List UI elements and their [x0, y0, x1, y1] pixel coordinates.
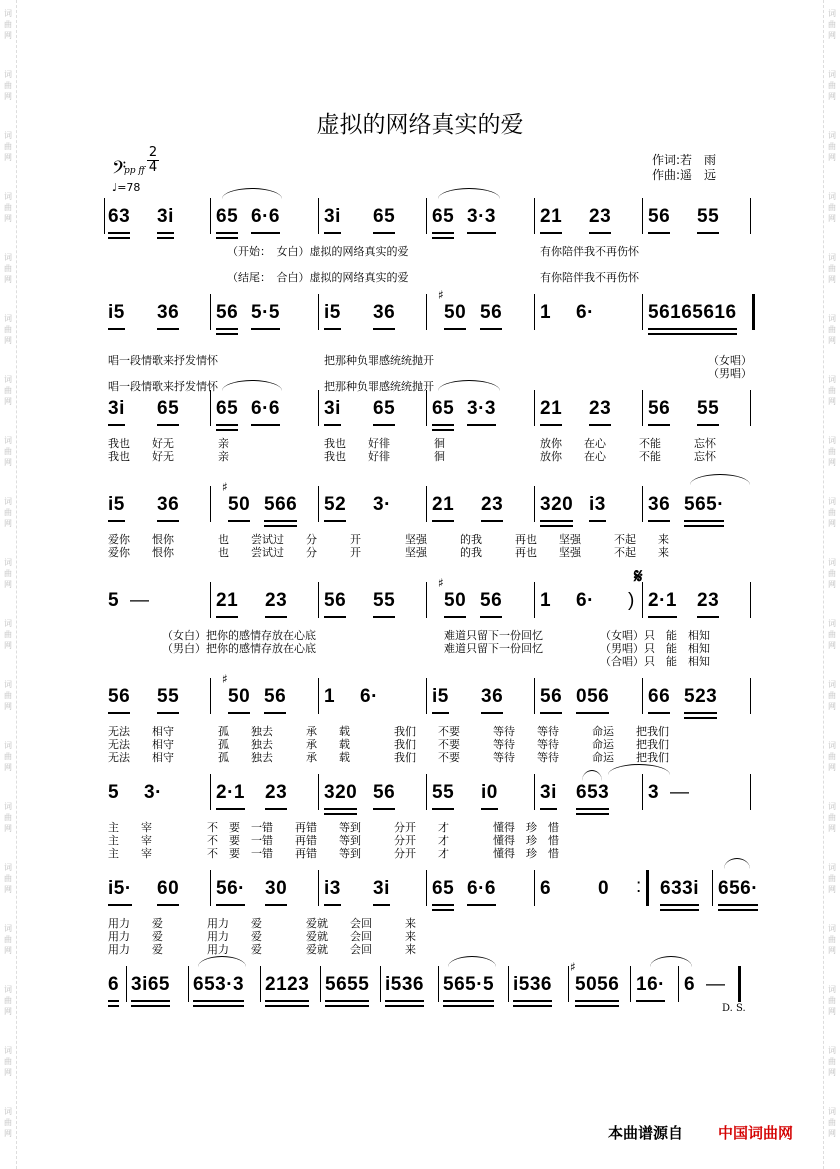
note: 66	[648, 686, 671, 707]
note: 6	[540, 878, 552, 899]
note: 3i	[373, 878, 390, 899]
note: 56	[373, 782, 396, 803]
lyric-line: 唱一段情歌来抒发情怀	[108, 380, 218, 393]
watermark-text: 词 曲 网	[828, 680, 836, 711]
song-title: 虚拟的网络真实的爱	[316, 112, 524, 138]
note: 36	[648, 494, 671, 515]
watermark-text: 词 曲 网	[828, 192, 836, 223]
note: 52	[324, 494, 347, 515]
sharp-icon: ♯	[438, 288, 444, 302]
watermark-text: 词 曲 网	[828, 375, 836, 406]
sharp-icon: ♯	[222, 672, 228, 686]
note: 653	[576, 782, 610, 803]
note: 56165616	[648, 302, 737, 323]
note: 056	[576, 686, 610, 707]
lyric-line: 爱你 恨你 也 尝试过 分 开 坚强 的我 再也 坚强 不起 来	[108, 546, 669, 559]
note: i5	[324, 302, 341, 323]
lyric-line: 用力 爱 用力 爱 爱就 会回 来	[108, 917, 416, 930]
note: 65	[373, 398, 396, 419]
note: i5	[108, 494, 125, 515]
note: 65	[157, 398, 180, 419]
note: 523	[684, 686, 718, 707]
lyric-line: （开始： 女白）虚拟的网络真实的爱	[227, 245, 409, 258]
note: 65	[216, 206, 239, 227]
note: 56	[480, 590, 503, 611]
note: 6·	[576, 590, 594, 611]
note: 55	[157, 686, 180, 707]
note: 56	[108, 686, 131, 707]
tempo: ♩=78	[112, 181, 141, 194]
watermark-text: 词 曲 网	[828, 9, 836, 40]
note: 55	[432, 782, 455, 803]
note: 56	[648, 398, 671, 419]
note: i0	[481, 782, 498, 803]
lyric-line: 放你 在心 不能 忘怀	[540, 450, 716, 463]
note: 6·6	[251, 206, 280, 227]
note: 23	[589, 206, 612, 227]
note: 55	[373, 590, 396, 611]
note: 5	[108, 590, 120, 611]
bass-clef-icon: 𝄢	[112, 158, 127, 183]
lyric-line: 无法 相守 孤 独去 承 载 我们 不要 等待 等待 命运 把我们	[108, 738, 669, 751]
watermark-text: 词 曲 网	[4, 619, 12, 650]
note: 23	[481, 494, 504, 515]
note: 3	[648, 782, 660, 803]
watermark-text: 词 曲 网	[828, 619, 836, 650]
note: 65	[373, 206, 396, 227]
part-label: （女唱）	[708, 354, 752, 367]
watermark-text: 词 曲 网	[4, 9, 12, 40]
watermark-text: 词 曲 网	[4, 1107, 12, 1138]
note: 56	[540, 686, 563, 707]
watermark-text: 词 曲 网	[828, 1107, 836, 1138]
lyric-line: 爱你 恨你 也 尝试过 分 开 坚强 的我 再也 坚强 不起 来	[108, 533, 669, 546]
sharp-icon: ♯	[222, 480, 228, 494]
note: 21	[216, 590, 239, 611]
ds-marking: D. S.	[722, 1003, 746, 1014]
watermark-text: 词 曲 网	[828, 558, 836, 589]
dash: —	[670, 782, 690, 803]
footer-site-link[interactable]: 中国词曲网	[718, 1124, 794, 1142]
watermark-text: 词 曲 网	[828, 1046, 836, 1077]
lyric-line: （结尾： 合白）虚拟的网络真实的爱	[227, 271, 409, 284]
lyric-line: 用力 爱 用力 爱 爱就 会回 来	[108, 943, 416, 956]
note: 56	[216, 302, 239, 323]
lyric-line: 主 宰 不 要 一错 再错 等到 分开 才 懂得 珍 惜	[108, 834, 559, 847]
note: 23	[589, 398, 612, 419]
dynamics: pp ff	[124, 166, 145, 176]
note: 3·3	[467, 398, 496, 419]
note: 3i65	[131, 974, 170, 995]
lyric-line: （男白）把你的感情存放在心底	[162, 642, 316, 655]
note: 5	[108, 782, 120, 803]
lyric-line: 无法 相守 孤 独去 承 载 我们 不要 等待 等待 命运 把我们	[108, 751, 669, 764]
watermark-text: 词 曲 网	[4, 680, 12, 711]
watermark-text: 词 曲 网	[4, 985, 12, 1016]
note: 5056	[575, 974, 620, 995]
score-row-7	[0, 782, 840, 822]
note: 23	[265, 590, 288, 611]
watermark-text: 词 曲 网	[828, 253, 836, 284]
lyric-line: 把那种负罪感统统抛开	[324, 380, 434, 393]
bracket: )	[628, 590, 635, 611]
note: 36	[157, 302, 180, 323]
note: 60	[157, 878, 180, 899]
note: 656·	[718, 878, 759, 899]
lyric-line: 唱一段情歌来抒发情怀	[108, 354, 218, 367]
lyric-line: 我也 好无 亲	[108, 450, 229, 463]
watermark-text: 词 曲 网	[4, 1046, 12, 1077]
watermark-text: 词 曲 网	[4, 558, 12, 589]
note: 36	[373, 302, 396, 323]
watermark-text: 词 曲 网	[4, 436, 12, 467]
lyric-line: 放你 在心 不能 忘怀	[540, 437, 716, 450]
note: 56	[264, 686, 287, 707]
watermark-text: 词 曲 网	[828, 131, 836, 162]
note: 633i	[660, 878, 699, 899]
watermark-text: 词 曲 网	[4, 192, 12, 223]
lyric-line: 主 宰 不 要 一错 再错 等到 分开 才 懂得 珍 惜	[108, 821, 559, 834]
watermark-text: 词 曲 网	[828, 924, 836, 955]
lyric-line: 难道只留下一份回忆	[444, 629, 543, 642]
note: 6·	[360, 686, 378, 707]
note: 566	[264, 494, 298, 515]
dash: —	[706, 974, 726, 995]
note: 23	[697, 590, 720, 611]
lyric-line: 主 宰 不 要 一错 再错 等到 分开 才 懂得 珍 惜	[108, 847, 559, 860]
note: 56	[648, 206, 671, 227]
sharp-icon: ♯	[570, 960, 576, 974]
note: i536	[385, 974, 424, 995]
footer-source: 本曲谱源自	[608, 1124, 684, 1142]
watermark-text: 词 曲 网	[4, 741, 12, 772]
watermark-text: 词 曲 网	[4, 802, 12, 833]
part-label: （男唱）	[708, 367, 752, 380]
note: 56	[324, 590, 347, 611]
watermark-text: 词 曲 网	[828, 985, 836, 1016]
note: 65	[216, 398, 239, 419]
note: 50	[228, 494, 251, 515]
lyric-line: （女白）把你的感情存放在心底	[162, 629, 316, 642]
note: 565·	[684, 494, 725, 515]
note: 6·	[576, 302, 594, 323]
note: i5·	[108, 878, 132, 899]
note: 3i	[324, 206, 341, 227]
note: 6	[684, 974, 696, 995]
note: 16·	[636, 974, 665, 995]
watermark-text: 词 曲 网	[828, 497, 836, 528]
watermark-text: 词 曲 网	[4, 375, 12, 406]
note: 50	[228, 686, 251, 707]
note: 3·	[373, 494, 391, 515]
time-signature: 2 4	[148, 145, 158, 175]
lyric-line: 有你陪伴我不再伤怀	[540, 271, 639, 284]
score-row-1	[0, 206, 840, 246]
note: 3·	[144, 782, 162, 803]
watermark-text: 词 曲 网	[4, 314, 12, 345]
lyric-line: （合唱）只 能 相知	[600, 655, 710, 668]
score-row-2	[0, 288, 840, 342]
note: 50	[444, 590, 467, 611]
watermark-text: 词 曲 网	[4, 497, 12, 528]
note: 6·6	[251, 398, 280, 419]
lyric-line: （女唱）只 能 相知	[600, 629, 710, 642]
note: i5	[108, 302, 125, 323]
note: 63	[108, 206, 131, 227]
watermark-text: 词 曲 网	[4, 131, 12, 162]
lyric-line: 无法 相守 孤 独去 承 载 我们 不要 等待 等待 命运 把我们	[108, 725, 669, 738]
note: 3i	[108, 398, 125, 419]
lyricist: 作词:若 雨	[652, 153, 717, 167]
watermark-text: 词 曲 网	[4, 924, 12, 955]
lyric-line: 我也 好徘 徊	[324, 437, 445, 450]
note: i3	[589, 494, 606, 515]
note: 56	[480, 302, 503, 323]
note: i536	[513, 974, 552, 995]
note: 3i	[157, 206, 174, 227]
note: 65	[432, 398, 455, 419]
note: 3·3	[467, 206, 496, 227]
score-row-3	[0, 398, 840, 438]
note: 65	[432, 878, 455, 899]
note: 5655	[325, 974, 370, 995]
note: 3i	[540, 782, 557, 803]
note: i5	[432, 686, 449, 707]
lyric-line: 用力 爱 用力 爱 爱就 会回 来	[108, 930, 416, 943]
repeat-dots: :	[636, 876, 642, 897]
note: 6·6	[467, 878, 496, 899]
note: 30	[265, 878, 288, 899]
note: 50	[444, 302, 467, 323]
watermark-text: 词 曲 网	[828, 741, 836, 772]
note: 320	[540, 494, 574, 515]
watermark-text: 词 曲 网	[828, 70, 836, 101]
composer: 作曲:遥 远	[652, 168, 717, 182]
note: 320	[324, 782, 358, 803]
note: 653·3	[193, 974, 245, 995]
watermark-text: 词 曲 网	[4, 863, 12, 894]
note: 2·1	[648, 590, 677, 611]
note: 23	[265, 782, 288, 803]
sharp-icon: ♯	[438, 576, 444, 590]
lyric-line: 把那种负罪感统统抛开	[324, 354, 434, 367]
watermark-text: 词 曲 网	[828, 863, 836, 894]
watermark-text: 词 曲 网	[4, 253, 12, 284]
note: 1	[324, 686, 336, 707]
lyric-line: 有你陪伴我不再伤怀	[540, 245, 639, 258]
note: 56·	[216, 878, 245, 899]
note: 21	[540, 206, 563, 227]
note: 0	[598, 878, 610, 899]
note: 21	[432, 494, 455, 515]
note: 36	[157, 494, 180, 515]
note: 55	[697, 206, 720, 227]
note: 36	[481, 686, 504, 707]
note: 55	[697, 398, 720, 419]
credits	[652, 153, 716, 183]
lyric-line: 我也 好无 亲	[108, 437, 229, 450]
lyric-line: （男唱）只 能 相知	[600, 642, 710, 655]
note: 5·5	[251, 302, 280, 323]
note: 565·5	[443, 974, 495, 995]
note: 1	[540, 590, 552, 611]
note: 1	[540, 302, 552, 323]
segno-icon: 𝄋	[634, 564, 643, 588]
score-row-6	[0, 672, 840, 726]
note: 6	[108, 974, 120, 995]
lyric-line: 我也 好徘 徊	[324, 450, 445, 463]
dash: —	[130, 590, 150, 611]
watermark-text: 词 曲 网	[828, 436, 836, 467]
note: 21	[540, 398, 563, 419]
note: i3	[324, 878, 341, 899]
watermark-text: 词 曲 网	[828, 314, 836, 345]
note: 3i	[324, 398, 341, 419]
note: 2·1	[216, 782, 245, 803]
watermark-text: 词 曲 网	[4, 70, 12, 101]
lyric-line: 难道只留下一份回忆	[444, 642, 543, 655]
score-row-9	[0, 960, 840, 1014]
score-row-8	[0, 878, 840, 918]
score-row-4	[0, 480, 840, 534]
note: 2123	[265, 974, 310, 995]
note: 65	[432, 206, 455, 227]
watermark-text: 词 曲 网	[828, 802, 836, 833]
